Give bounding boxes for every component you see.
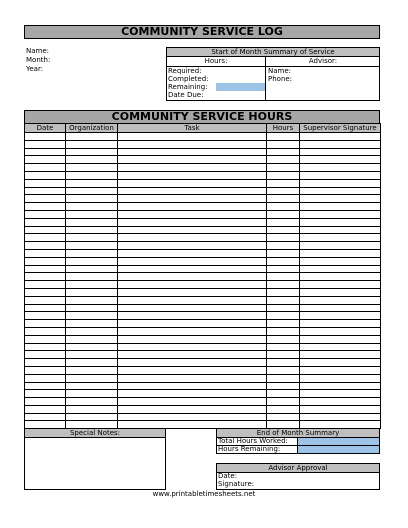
hours-remaining-label: Hours Remaining:	[218, 445, 281, 453]
end-summary-box	[216, 428, 380, 454]
table-cell[interactable]	[300, 351, 381, 359]
table-cell[interactable]	[118, 164, 267, 172]
table-cell[interactable]	[66, 242, 118, 250]
hours-log-body	[25, 133, 381, 429]
table-cell[interactable]	[267, 226, 300, 234]
table-cell[interactable]	[267, 398, 300, 406]
table-cell[interactable]	[66, 218, 118, 226]
table-cell[interactable]	[300, 179, 381, 187]
table-cell[interactable]	[267, 148, 300, 156]
table-cell[interactable]	[118, 374, 267, 382]
table-row	[25, 156, 381, 164]
special-notes-header: Special Notes:	[24, 428, 166, 438]
table-cell[interactable]	[25, 390, 66, 398]
table-cell[interactable]	[118, 351, 267, 359]
table-cell[interactable]	[25, 171, 66, 179]
table-row	[25, 312, 381, 320]
table-cell[interactable]	[25, 164, 66, 172]
table-cell[interactable]	[118, 257, 267, 265]
table-cell[interactable]	[300, 288, 381, 296]
table-cell[interactable]	[25, 281, 66, 289]
table-cell[interactable]	[118, 218, 267, 226]
table-row	[25, 203, 381, 211]
start-summary-box	[166, 47, 380, 101]
table-cell[interactable]	[300, 359, 381, 367]
table-cell[interactable]	[25, 218, 66, 226]
table-row	[25, 164, 381, 172]
table-cell[interactable]	[300, 242, 381, 250]
table-cell[interactable]	[300, 265, 381, 273]
table-cell[interactable]	[267, 133, 300, 141]
table-cell[interactable]	[118, 265, 267, 273]
table-row	[25, 140, 381, 148]
table-cell[interactable]	[118, 156, 267, 164]
table-cell[interactable]	[66, 351, 118, 359]
advisor-approval-box	[216, 463, 380, 490]
page-title: COMMUNITY SERVICE LOG	[24, 25, 380, 39]
table-cell[interactable]	[118, 390, 267, 398]
table-cell[interactable]	[300, 366, 381, 374]
table-cell[interactable]	[66, 335, 118, 343]
table-row	[25, 148, 381, 156]
table-cell[interactable]	[300, 398, 381, 406]
table-cell[interactable]	[66, 148, 118, 156]
table-cell[interactable]	[25, 273, 66, 281]
table-cell[interactable]	[25, 296, 66, 304]
table-cell[interactable]	[66, 156, 118, 164]
col-header-organization: Organization	[66, 124, 118, 133]
table-cell[interactable]	[300, 382, 381, 390]
table-cell[interactable]	[118, 320, 267, 328]
table-cell[interactable]	[118, 140, 267, 148]
table-cell[interactable]	[267, 343, 300, 351]
table-cell[interactable]	[267, 195, 300, 203]
table-cell[interactable]	[118, 382, 267, 390]
month-label: Month:	[26, 56, 51, 64]
table-cell[interactable]	[267, 351, 300, 359]
table-cell[interactable]	[25, 327, 66, 335]
table-cell[interactable]	[25, 382, 66, 390]
table-cell[interactable]	[300, 164, 381, 172]
table-cell[interactable]	[25, 148, 66, 156]
table-cell[interactable]	[300, 320, 381, 328]
table-cell[interactable]	[267, 218, 300, 226]
table-cell[interactable]	[300, 273, 381, 281]
table-cell[interactable]	[300, 405, 381, 413]
table-cell[interactable]	[300, 390, 381, 398]
table-row	[25, 249, 381, 257]
table-cell[interactable]	[300, 140, 381, 148]
table-cell[interactable]	[25, 210, 66, 218]
table-cell[interactable]	[25, 312, 66, 320]
table-cell[interactable]	[267, 296, 300, 304]
table-cell[interactable]	[267, 273, 300, 281]
table-cell[interactable]	[118, 359, 267, 367]
table-cell[interactable]	[66, 288, 118, 296]
table-cell[interactable]	[25, 234, 66, 242]
table-cell[interactable]	[300, 335, 381, 343]
table-cell[interactable]	[267, 374, 300, 382]
remaining-value-field[interactable]	[216, 83, 265, 91]
table-row	[25, 398, 381, 406]
hours-remaining-field[interactable]	[298, 446, 379, 453]
table-cell[interactable]	[118, 210, 267, 218]
table-cell[interactable]	[118, 249, 267, 257]
table-cell[interactable]	[267, 257, 300, 265]
table-cell[interactable]	[267, 327, 300, 335]
table-row	[25, 179, 381, 187]
completed-label: Completed:	[168, 75, 209, 83]
footer-url[interactable]: www.printabletimesheets.net	[152, 490, 256, 498]
table-cell[interactable]	[267, 288, 300, 296]
table-cell[interactable]	[25, 156, 66, 164]
table-cell[interactable]	[267, 265, 300, 273]
table-cell[interactable]	[66, 187, 118, 195]
table-row	[25, 390, 381, 398]
col-header-supervisor-signature: Supervisor Signature	[300, 124, 381, 133]
table-cell[interactable]	[267, 203, 300, 211]
approval-signature-label: Signature:	[218, 480, 255, 488]
table-cell[interactable]	[25, 179, 66, 187]
end-summary-header: End of Month Summary	[216, 428, 380, 438]
table-cell[interactable]	[267, 390, 300, 398]
table-cell[interactable]	[25, 335, 66, 343]
table-row	[25, 296, 381, 304]
table-cell[interactable]	[66, 390, 118, 398]
table-cell[interactable]	[118, 366, 267, 374]
table-cell[interactable]	[118, 242, 267, 250]
table-cell[interactable]	[66, 343, 118, 351]
table-cell[interactable]	[66, 140, 118, 148]
table-row	[25, 359, 381, 367]
approval-date-label: Date:	[218, 472, 238, 480]
table-cell[interactable]	[118, 133, 267, 141]
advisor-subheader: Advisor:	[266, 57, 380, 67]
total-hours-label: Total Hours Worked:	[218, 437, 288, 445]
table-cell[interactable]	[300, 187, 381, 195]
table-cell[interactable]	[25, 242, 66, 250]
table-cell[interactable]	[66, 257, 118, 265]
table-cell[interactable]	[118, 413, 267, 421]
table-cell[interactable]	[25, 288, 66, 296]
table-cell[interactable]	[300, 148, 381, 156]
table-cell[interactable]	[118, 405, 267, 413]
table-cell[interactable]	[66, 133, 118, 141]
table-row	[25, 382, 381, 390]
table-cell[interactable]	[66, 304, 118, 312]
table-cell[interactable]	[118, 195, 267, 203]
table-cell[interactable]	[300, 312, 381, 320]
date-due-label: Date Due:	[168, 91, 204, 99]
table-cell[interactable]	[118, 273, 267, 281]
table-cell[interactable]	[66, 281, 118, 289]
table-cell[interactable]	[25, 320, 66, 328]
table-cell[interactable]	[267, 187, 300, 195]
table-cell[interactable]	[267, 171, 300, 179]
table-row	[25, 257, 381, 265]
table-row	[25, 210, 381, 218]
table-cell[interactable]	[300, 374, 381, 382]
table-cell[interactable]	[66, 210, 118, 218]
table-row	[25, 320, 381, 328]
table-cell[interactable]	[25, 203, 66, 211]
hours-section-title: COMMUNITY SERVICE HOURS	[24, 110, 380, 124]
table-row	[25, 265, 381, 273]
table-row	[25, 195, 381, 203]
table-cell[interactable]	[267, 312, 300, 320]
col-header-date: Date	[25, 124, 66, 133]
table-cell[interactable]	[25, 249, 66, 257]
table-row	[25, 242, 381, 250]
table-cell[interactable]	[300, 218, 381, 226]
table-cell[interactable]	[300, 257, 381, 265]
table-cell[interactable]	[267, 242, 300, 250]
table-cell[interactable]	[118, 179, 267, 187]
table-cell[interactable]	[267, 249, 300, 257]
table-row	[25, 304, 381, 312]
table-cell[interactable]	[267, 382, 300, 390]
table-cell[interactable]	[66, 327, 118, 335]
table-cell[interactable]	[267, 359, 300, 367]
table-cell[interactable]	[300, 327, 381, 335]
table-cell[interactable]	[300, 249, 381, 257]
table-cell[interactable]	[267, 413, 300, 421]
table-cell[interactable]	[25, 226, 66, 234]
table-cell[interactable]	[25, 374, 66, 382]
table-cell[interactable]	[25, 304, 66, 312]
name-label: Name:	[26, 47, 50, 55]
table-cell[interactable]	[118, 171, 267, 179]
hours-log-table-wrap	[24, 123, 380, 429]
table-cell[interactable]	[300, 210, 381, 218]
table-cell[interactable]	[300, 234, 381, 242]
table-cell[interactable]	[66, 413, 118, 421]
table-cell[interactable]	[118, 327, 267, 335]
table-row	[25, 288, 381, 296]
table-cell[interactable]	[66, 203, 118, 211]
table-cell[interactable]	[118, 335, 267, 343]
table-cell[interactable]	[267, 281, 300, 289]
table-cell[interactable]	[66, 359, 118, 367]
table-cell[interactable]	[118, 312, 267, 320]
table-cell[interactable]	[300, 133, 381, 141]
table-row	[25, 187, 381, 195]
table-cell[interactable]	[118, 343, 267, 351]
table-cell[interactable]	[66, 320, 118, 328]
table-cell[interactable]	[267, 304, 300, 312]
table-cell[interactable]	[118, 288, 267, 296]
table-cell[interactable]	[267, 405, 300, 413]
table-cell[interactable]	[25, 359, 66, 367]
table-row	[25, 171, 381, 179]
table-cell[interactable]	[25, 195, 66, 203]
col-header-hours: Hours	[267, 124, 300, 133]
table-cell[interactable]	[25, 265, 66, 273]
table-row	[25, 343, 381, 351]
table-row	[25, 281, 381, 289]
table-cell[interactable]	[267, 210, 300, 218]
table-cell[interactable]	[300, 296, 381, 304]
table-cell[interactable]	[267, 366, 300, 374]
table-cell[interactable]	[66, 171, 118, 179]
table-cell[interactable]	[300, 226, 381, 234]
table-cell[interactable]	[118, 296, 267, 304]
advisor-phone-label: Phone:	[268, 75, 293, 83]
table-cell[interactable]	[267, 320, 300, 328]
table-cell[interactable]	[25, 257, 66, 265]
total-hours-field[interactable]	[298, 438, 379, 445]
table-cell[interactable]	[118, 398, 267, 406]
table-cell[interactable]	[66, 179, 118, 187]
advisor-approval-header: Advisor Approval	[216, 463, 380, 473]
table-cell[interactable]	[25, 405, 66, 413]
table-cell[interactable]	[25, 351, 66, 359]
table-cell[interactable]	[118, 203, 267, 211]
table-cell[interactable]	[267, 234, 300, 242]
table-cell[interactable]	[118, 226, 267, 234]
hours-subheader: Hours:	[166, 57, 266, 67]
table-cell[interactable]	[66, 226, 118, 234]
table-cell[interactable]	[300, 304, 381, 312]
table-cell[interactable]	[66, 234, 118, 242]
table-cell[interactable]	[267, 156, 300, 164]
start-summary-header: Start of Month Summary of Service	[166, 47, 380, 57]
table-cell[interactable]	[300, 156, 381, 164]
table-cell[interactable]	[118, 187, 267, 195]
table-cell[interactable]	[300, 171, 381, 179]
table-cell[interactable]	[66, 382, 118, 390]
table-cell[interactable]	[118, 148, 267, 156]
table-cell[interactable]	[267, 140, 300, 148]
table-header-row	[25, 124, 381, 133]
table-cell[interactable]	[118, 304, 267, 312]
table-cell[interactable]	[25, 133, 66, 141]
table-row	[25, 366, 381, 374]
table-row	[25, 226, 381, 234]
table-cell[interactable]	[267, 164, 300, 172]
table-cell[interactable]	[118, 281, 267, 289]
table-row	[25, 218, 381, 226]
table-row	[25, 374, 381, 382]
table-row	[25, 327, 381, 335]
table-cell[interactable]	[25, 187, 66, 195]
table-cell[interactable]	[25, 140, 66, 148]
end-summary-col-divider	[297, 437, 298, 454]
year-label: Year:	[26, 65, 44, 73]
table-cell[interactable]	[25, 343, 66, 351]
col-header-task: Task	[118, 124, 267, 133]
table-cell[interactable]	[66, 273, 118, 281]
required-label: Required:	[168, 67, 202, 75]
table-cell[interactable]	[300, 343, 381, 351]
table-cell[interactable]	[267, 179, 300, 187]
table-cell[interactable]	[66, 312, 118, 320]
table-cell[interactable]	[66, 164, 118, 172]
table-cell[interactable]	[25, 398, 66, 406]
table-cell[interactable]	[300, 195, 381, 203]
table-row	[25, 335, 381, 343]
table-row	[25, 413, 381, 421]
table-cell[interactable]	[118, 234, 267, 242]
advisor-name-label: Name:	[268, 67, 292, 75]
table-cell[interactable]	[66, 366, 118, 374]
table-row	[25, 273, 381, 281]
table-cell[interactable]	[66, 296, 118, 304]
table-cell[interactable]	[300, 413, 381, 421]
table-row	[25, 405, 381, 413]
table-cell[interactable]	[66, 195, 118, 203]
table-cell[interactable]	[66, 265, 118, 273]
table-cell[interactable]	[25, 366, 66, 374]
remaining-label: Remaining:	[168, 83, 208, 91]
table-cell[interactable]	[300, 203, 381, 211]
table-cell[interactable]	[66, 405, 118, 413]
special-notes-box	[24, 428, 166, 490]
table-cell[interactable]	[267, 335, 300, 343]
table-cell[interactable]	[66, 374, 118, 382]
special-notes-field[interactable]	[24, 437, 166, 490]
table-row	[25, 351, 381, 359]
table-cell[interactable]	[66, 249, 118, 257]
table-cell[interactable]	[66, 398, 118, 406]
hours-log-table	[24, 123, 381, 429]
table-row	[25, 234, 381, 242]
table-row	[25, 133, 381, 141]
table-cell[interactable]	[25, 413, 66, 421]
table-cell[interactable]	[300, 281, 381, 289]
